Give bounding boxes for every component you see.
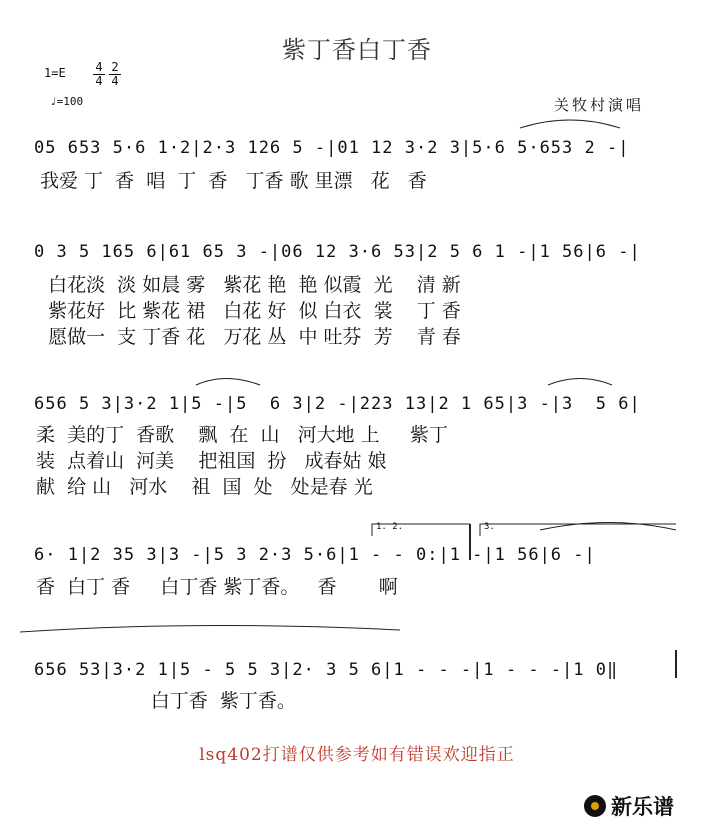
system-2-notes: 0 3 5 165 6|61 65 3 -|06 12 3·6 53|2 5 6 1 -|1 56|6 -| xyxy=(34,242,641,262)
time-sig-numerator: 2 xyxy=(111,60,119,74)
system-1-notes: 05 653 5·6 1·2|2·3 126 5 -|01 12 3·2 3|5·6 5·653 2 -| xyxy=(34,138,630,158)
time-signature-4-4 xyxy=(93,61,105,88)
system-3-lyrics-verse-2: 装 点着山 河美 把祖国 扮 成春姑 娘 xyxy=(36,450,387,472)
time-sig-numerator: 4 xyxy=(95,60,103,74)
system-4-lyrics: 香 白丁 香 白丁香 紫丁香。 香 啊 xyxy=(36,576,398,598)
site-logo[interactable] xyxy=(584,790,708,822)
time-sig-denominator: 4 xyxy=(111,74,119,88)
system-4-notes: 6· 1|2 35 3|3 -|5 3 2·3 5·6|1 - - 0:|1 -|1 56|6 -| xyxy=(34,545,596,565)
slur xyxy=(196,379,260,386)
volta-1-2-label: 1. 2. xyxy=(376,522,404,532)
system-3-lyrics-verse-3: 献 给 山 河水 祖 国 处 处是春 光 xyxy=(36,476,373,498)
record-disc-icon xyxy=(584,795,606,817)
system-2-lyrics-verse-3: 愿做一 支 丁香 花 万花 丛 中 吐芬 芳 青 春 xyxy=(36,326,461,348)
system-2-lyrics-verse-1: 白花淡 淡 如晨 雾 紫花 艳 艳 似霞 光 清 新 xyxy=(36,274,461,296)
system-5-notes: 656 53|3·2 1|5 - 5 5 3|2· 3 5 6|1 - - -|1 - - -|1 0‖ xyxy=(34,660,619,680)
arranger-note: lsq402打谱仅供参考如有错误欢迎指正 xyxy=(199,745,515,765)
slur xyxy=(548,379,612,386)
song-title: 紫丁香白丁香 xyxy=(282,36,432,64)
slur xyxy=(540,523,676,531)
time-signature-2-4 xyxy=(109,61,121,88)
system-3-lyrics-verse-1: 柔 美的丁 香歌 飘 在 山 河大地 上 紫丁 xyxy=(36,424,448,446)
system-2-lyrics-verse-2: 紫花好 比 紫花 裙 白花 好 似 白衣 裳 丁 香 xyxy=(36,300,461,322)
system-3-notes: 656 5 3|3·2 1|5 -|5 6 3|2 -|223 13|2 1 65|3 -|3 5 6| xyxy=(34,394,641,414)
key-signature: 1=E xyxy=(44,66,66,80)
time-sig-denominator: 4 xyxy=(95,74,103,88)
slur xyxy=(20,625,400,632)
slur xyxy=(520,120,620,128)
volta-bracket-2 xyxy=(480,524,676,536)
system-1-lyrics: 我爱 丁 香 唱 丁 香 丁香 歌 里漂 花 香 xyxy=(40,170,427,192)
site-logo-text: 新乐谱 xyxy=(611,795,674,819)
volta-3-label: 3. xyxy=(484,522,495,532)
system-5-lyrics: 白丁香 紫丁香。 xyxy=(36,690,296,712)
tempo-marking: ♩=100 xyxy=(50,95,84,108)
singer-credit: 关牧村演唱 xyxy=(554,96,645,114)
